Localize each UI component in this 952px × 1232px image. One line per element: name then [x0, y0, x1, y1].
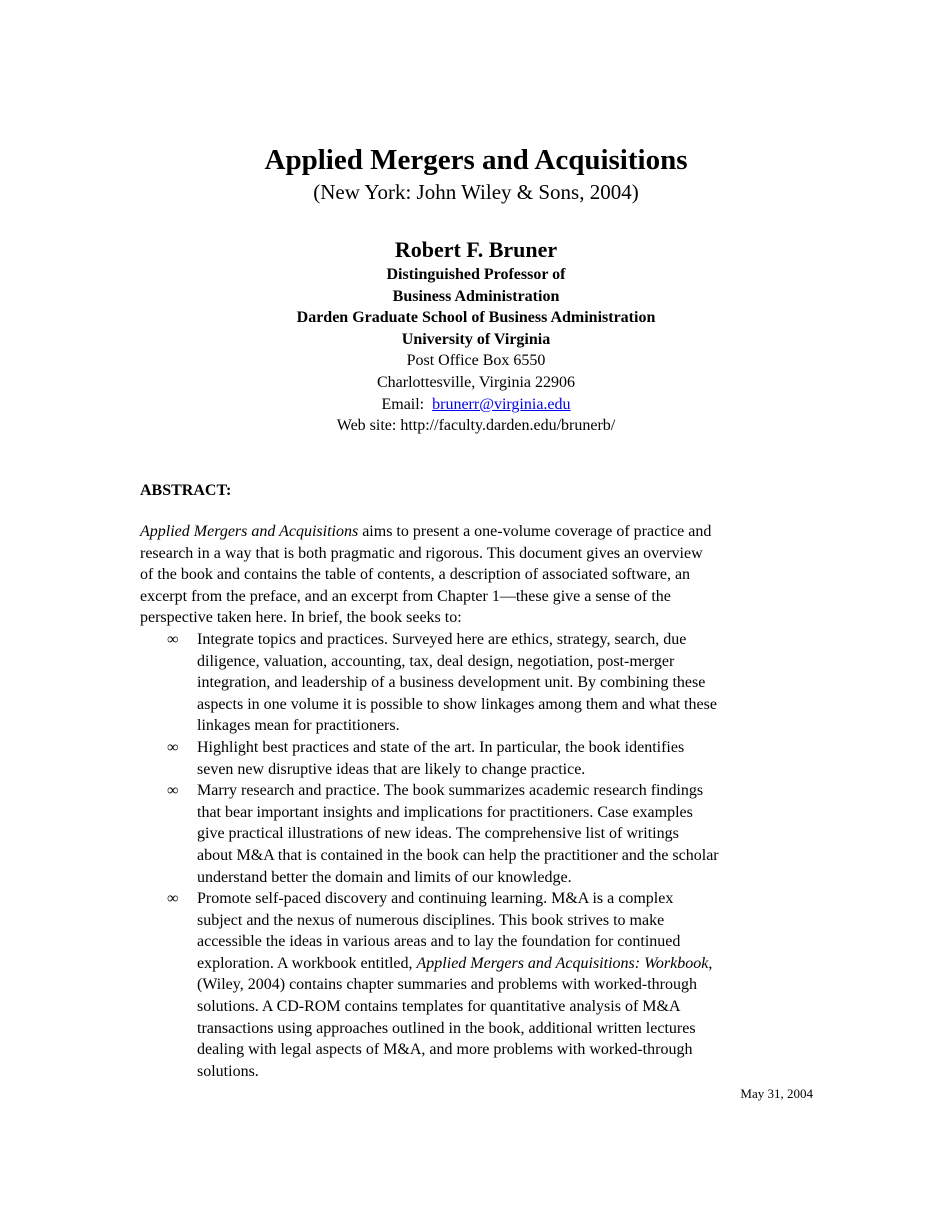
author-name: Robert F. Bruner [394, 237, 558, 262]
bullet-line: diligence, valuation, accounting, tax, deal design, negotiation, post-merger [197, 652, 675, 670]
infinity-bullet-icon: ∞ [167, 890, 179, 908]
author-block [0, 236, 952, 437]
author-university: University of Virginia [401, 330, 551, 348]
bullet-line: solutions. [197, 1062, 259, 1080]
list-item [140, 629, 820, 737]
bullet-line: about M&A that is contained in the book can help the practitioner and the scholar [197, 846, 719, 864]
author-school: Darden Graduate School of Business Administration [296, 309, 656, 327]
abstract-intro-line-3: of the book and contains the table of contents, a description of associated software, an [140, 566, 691, 584]
bullet-line-4-pre: exploration. A workbook entitled, [197, 954, 417, 972]
goals-list [140, 629, 820, 1082]
bullet-line: accessible the ideas in various areas and to lay the foundation for continued [197, 933, 681, 951]
bullet-line: integration, and leadership of a business development unit. By combining these [197, 674, 706, 692]
author-title-line-1: Distinguished Professor of [386, 266, 566, 283]
abstract-heading: ABSTRACT: [140, 482, 232, 499]
email-link[interactable]: brunerr@virginia.edu [432, 395, 571, 413]
intro-line-1-rest: aims to present a one-volume coverage of practice and [358, 523, 712, 540]
author-title-line-2: Business Administration [392, 287, 560, 305]
footer-date: May 31, 2004 [740, 1086, 813, 1101]
document-title: Applied Mergers and Acquisitions [264, 144, 688, 176]
bullet-line: linkages mean for practitioners. [197, 717, 400, 735]
infinity-bullet-icon: ∞ [167, 782, 179, 800]
author-po-box: Post Office Box 6550 [406, 352, 546, 370]
bullet-line: solutions. A CD-ROM contains templates for quantitative analysis of M&A [197, 998, 681, 1016]
infinity-bullet-icon: ∞ [167, 630, 179, 648]
bullet-line: seven new disruptive ideas that are likely to change practice. [197, 760, 586, 778]
list-item [140, 737, 820, 780]
bullet-line: Marry research and practice. The book summarizes academic research findings [197, 782, 704, 800]
abstract-intro-line-4: excerpt from the preface, and an excerpt from Chapter 1—these give a sense of the [140, 587, 671, 605]
abstract-intro-line-5: perspective taken here. In brief, the book seeks to: [140, 609, 462, 627]
bullet-line: Integrate topics and practices. Surveyed here are ethics, strategy, search, due [197, 630, 687, 648]
email-label: Email: [381, 395, 425, 413]
abstract-body [140, 521, 820, 1082]
author-website: Web site: http://faculty.darden.edu/brunerb/ [336, 417, 616, 435]
bullet-line [197, 953, 820, 975]
publisher-line: (New York: John Wiley & Sons, 2004) [313, 180, 639, 204]
abstract-intro-line-1 [140, 521, 820, 543]
list-item [140, 780, 820, 888]
bullet-line: Highlight best practices and state of the art. In particular, the book identifies [197, 738, 685, 756]
author-city: Charlottesville, Virginia 22906 [377, 373, 575, 391]
bullet-line: Promote self-paced discovery and continuing learning. M&A is a complex [197, 890, 674, 908]
bullet-line-4-post: , [708, 954, 713, 972]
bullet-line: transactions using approaches outlined in the book, additional written lectures [197, 1019, 696, 1037]
infinity-bullet-icon: ∞ [167, 738, 179, 756]
bullet-line: dealing with legal aspects of M&A, and more problems with worked-through [197, 1041, 693, 1059]
author-email-line [0, 394, 952, 416]
workbook-title-italic: Applied Mergers and Acquisitions: Workbook [416, 954, 709, 972]
bullet-line: (Wiley, 2004) contains chapter summaries and problems with worked-through [197, 976, 697, 994]
abstract-intro-line-2: research in a way that is both pragmatic and rigorous. This document gives an overview [140, 544, 703, 562]
bullet-line: that bear important insights and implications for practitioners. Case examples [197, 803, 693, 821]
bullet-line: aspects in one volume it is possible to show linkages among them and what these [197, 695, 717, 713]
bullet-line: understand better the domain and limits of our knowledge. [197, 868, 572, 886]
bullet-line: subject and the nexus of numerous disciplines. This book strives to make [197, 911, 665, 929]
bullet-line: give practical illustrations of new ideas. The comprehensive list of writings [197, 825, 679, 843]
book-title-italic: Applied Mergers and Acquisitions [140, 523, 359, 540]
list-item [140, 888, 820, 1082]
